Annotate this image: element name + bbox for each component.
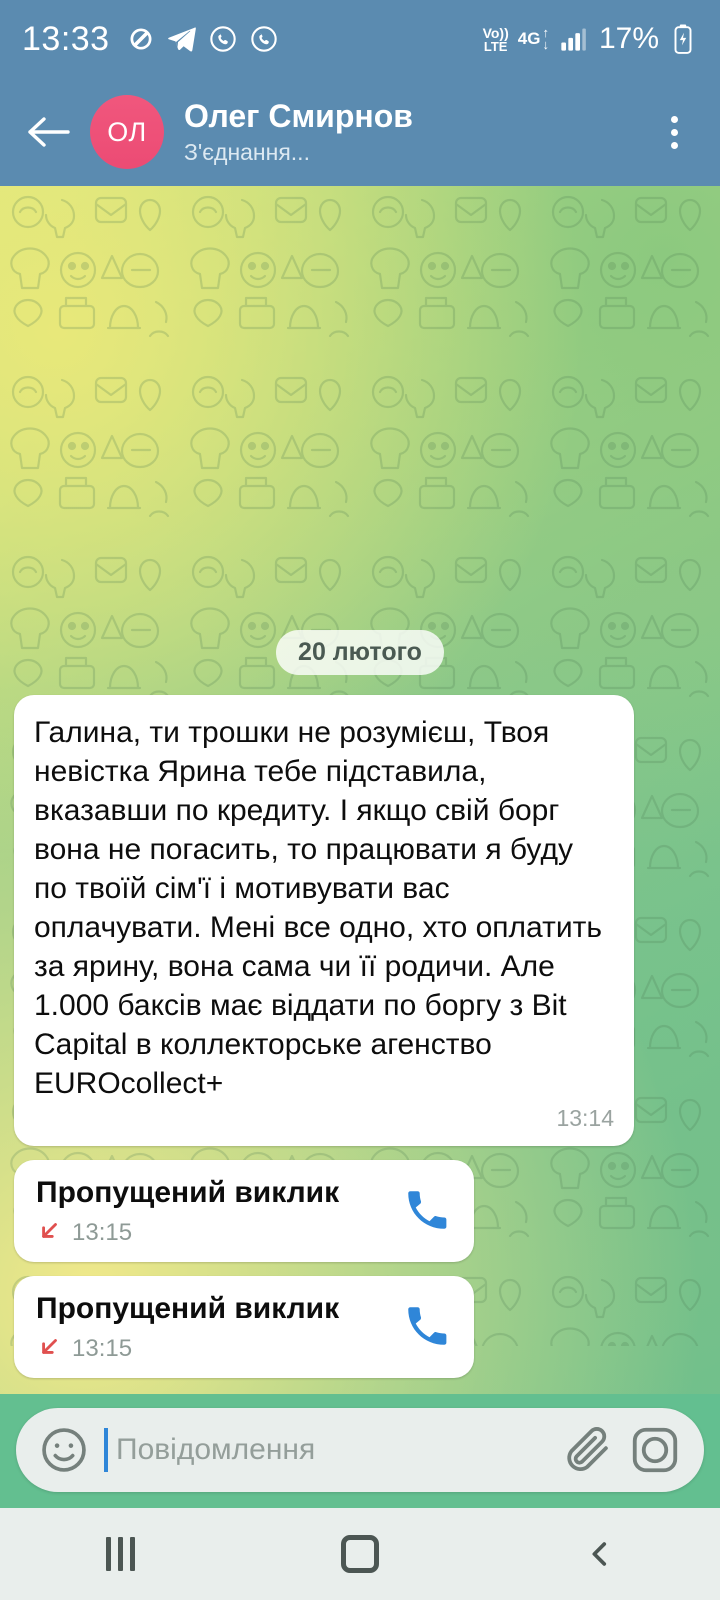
system-nav-bar	[0, 1508, 720, 1600]
message-bubble-missed-call[interactable]	[14, 1276, 474, 1378]
home-button[interactable]	[300, 1524, 420, 1584]
phone-icon[interactable]	[402, 1185, 452, 1240]
camera-icon[interactable]	[628, 1423, 682, 1477]
chat-app-bar	[0, 78, 720, 186]
message-text: Галина, ти трошки не розумієш, Твоя невістка Ярина тебе підставила, вказавши по кредиту. І якщо свій борг вона не погасить, то працювати я буду по твоїй сім'ї і мотивувати вас оплачувати. Мені все одно, хто оплатить за ярину, вона сама чи її родичи. Але 1.000 баксів має віддати по боргу з Bit Capital в коллекторське агенство EUROcollect+	[34, 716, 611, 1100]
phone-circle-icon-2	[249, 24, 279, 54]
message-list	[0, 630, 720, 1394]
phone-circle-icon	[208, 24, 238, 54]
paperclip-icon[interactable]	[560, 1423, 614, 1477]
message-bubble-text[interactable]	[14, 695, 634, 1146]
phone-icon[interactable]	[402, 1301, 452, 1356]
message-bubble-missed-call[interactable]	[14, 1160, 474, 1262]
page-title: Олег Смирнов	[184, 98, 413, 134]
recents-button[interactable]	[60, 1524, 180, 1584]
battery-percent: 17%	[598, 22, 659, 55]
status-time: 13:33	[22, 19, 110, 58]
network-type-indicator: 4G ↑ ↓	[517, 25, 549, 52]
missed-call-meta	[36, 1334, 402, 1364]
incoming-missed-arrow-icon	[36, 1218, 62, 1248]
data-arrows-icon: ↑ ↓	[542, 25, 549, 52]
connection-status: З'єднання...	[184, 139, 310, 165]
date-separator	[14, 630, 706, 675]
signal-bars-icon	[558, 24, 588, 54]
status-left-icons	[126, 24, 279, 54]
back-arrow-icon[interactable]	[22, 106, 74, 158]
battery-charging-icon	[668, 24, 698, 54]
message-composer[interactable]	[16, 1408, 704, 1492]
status-bar	[0, 0, 720, 78]
missed-call-info	[36, 1176, 402, 1248]
chat-scroll-area[interactable]	[0, 186, 720, 1394]
back-button[interactable]	[540, 1524, 660, 1584]
chat-header-titles[interactable]	[184, 98, 648, 166]
message-input[interactable]: Повідомлення	[116, 1433, 316, 1466]
missed-call-title: Пропущений виклик	[36, 1176, 340, 1209]
avatar[interactable]: ОЛ	[90, 95, 164, 169]
composer-area	[0, 1394, 720, 1508]
text-cursor	[104, 1428, 108, 1472]
incoming-missed-arrow-icon	[36, 1334, 62, 1364]
missed-call-info	[36, 1292, 402, 1364]
date-chip-label: 20 лютого	[276, 630, 444, 675]
missed-call-time: 13:15	[72, 1335, 133, 1362]
missed-call-title: Пропущений виклик	[36, 1292, 340, 1325]
status-right-icons	[483, 22, 698, 56]
mute-icon	[126, 24, 156, 54]
missed-call-time: 13:15	[72, 1219, 133, 1246]
smiley-icon[interactable]	[38, 1424, 90, 1476]
message-timestamp: 13:14	[556, 1105, 614, 1131]
telegram-icon	[167, 24, 197, 54]
volte-indicator: Vo)) LTE	[482, 24, 509, 54]
overflow-menu-icon[interactable]	[648, 106, 700, 158]
missed-call-meta	[36, 1218, 402, 1248]
